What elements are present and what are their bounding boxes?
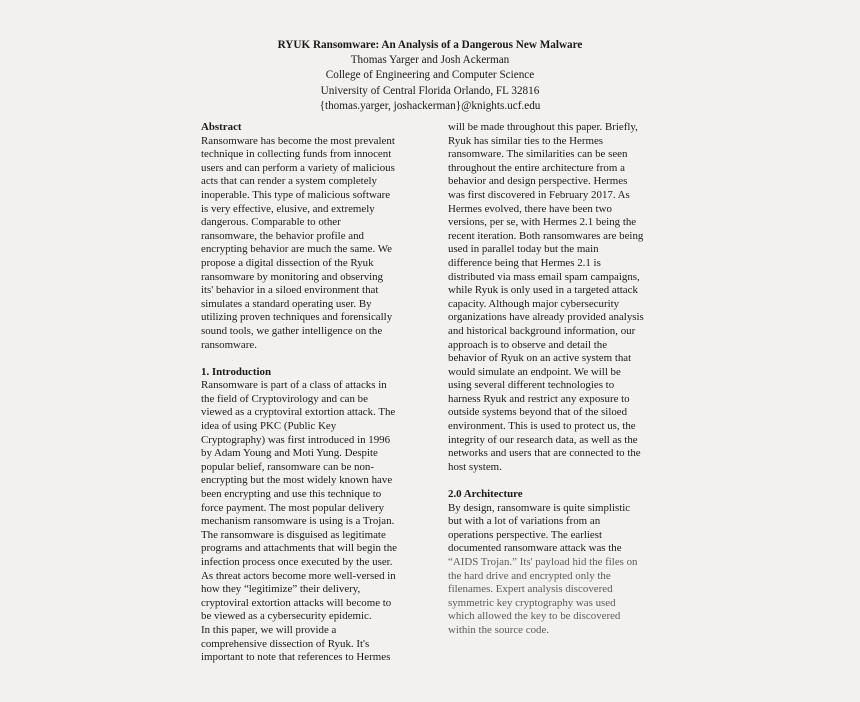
text-line: but with a lot of variations from an — [448, 515, 601, 528]
section-heading: Abstract — [201, 121, 242, 133]
text-line: integrity of our research data, as well as the — [448, 433, 638, 446]
text-line: users and can perform a variety of malicious — [201, 161, 395, 174]
text-line: been encrypting and use this technique to — [201, 488, 382, 501]
text-line: which allowed the key to be discovered — [448, 610, 621, 623]
text-line: the hard drive and encrypted only the — [448, 569, 611, 582]
section-heading: 2.0 Architecture — [448, 488, 523, 501]
text-line: distributed via mass email spam campaigns, — [448, 270, 640, 283]
text-line: difference being that Hermes 2.1 is — [448, 256, 601, 269]
text-line: inoperable. This type of malicious software — [201, 188, 391, 201]
text-line: behavior of Ryuk on an active system that — [448, 352, 632, 365]
text-line: capacity. Although major cybersecurity — [448, 297, 620, 310]
text-line: By design, ransomware is quite simplistic — [448, 501, 631, 514]
paragraph-gap — [448, 474, 663, 488]
text-line: by Adam Young and Moti Yung. Despite — [201, 447, 378, 460]
text-line: “AIDS Trojan.” Its' payload hid the files on — [448, 556, 638, 568]
text-line: Ryuk has similar ties to the Hermes — [448, 134, 604, 147]
paragraph-gap — [201, 352, 416, 366]
text-line: acts that can render a system completely — [201, 175, 377, 188]
text-line: environment. This is used to protect us, the — [448, 420, 636, 433]
text-line: ransomware, the behavior profile and — [201, 229, 364, 242]
text-line: technique in collecting funds from innocent — [201, 148, 392, 161]
text-line: comprehensive dissection of Ryuk. It's — [201, 637, 370, 650]
text-line: Cryptography) was first introduced in 1996 — [201, 433, 391, 446]
text-line: important to note that references to Hermes — [201, 651, 391, 664]
text-line: simulates a standard operating user. By — [201, 297, 372, 310]
text-line: will be made throughout this paper. Briefly, — [448, 121, 638, 133]
text-line: propose a digital dissection of the Ryuk — [201, 256, 374, 269]
text-line: force payment. The most popular delivery — [201, 501, 385, 514]
paper-title: RYUK Ransomware: An Analysis of a Dangerous New Malware — [277, 39, 583, 51]
text-line: using several different technologies to — [448, 379, 615, 392]
text-line: ransomware. The similarities can be seen — [448, 148, 628, 161]
text-line: Ransomware is part of a class of attacks in — [201, 379, 387, 392]
text-line: harness Ryuk and restrict any exposure to — [448, 392, 630, 405]
text-line: symmetric key cryptography was used — [448, 596, 616, 609]
text-line: outside systems beyond that of the siloed — [448, 406, 628, 419]
section-heading: 1. Introduction — [201, 365, 271, 378]
text-line: filenames. Expert analysis discovered — [448, 583, 613, 596]
text-line: the field of Cryptovirology and can be — [201, 392, 368, 405]
text-line: viewed as a cryptoviral extortion attack. The — [201, 406, 396, 419]
text-line: documented ransomware attack was the — [448, 542, 622, 555]
text-line: would simulate an endpoint. We will be — [448, 365, 621, 378]
text-line: is very effective, elusive, and extremely — [201, 202, 375, 215]
text-line: versions, per se, with Hermes 2.1 being the — [448, 216, 637, 229]
text-line: used in parallel today but the main — [448, 243, 599, 256]
text-line: In this paper, we will provide a — [201, 623, 337, 636]
paper-authors: Thomas Yarger and Josh Ackerman — [350, 54, 510, 67]
paper-affiliation: College of Engineering and Computer Science — [325, 69, 535, 82]
right-text-column — [448, 121, 663, 638]
text-line: organizations have already provided analysis — [448, 311, 644, 324]
text-line: and historical background information, our — [448, 324, 636, 337]
text-line: Ransomware has become the most prevalent — [201, 134, 395, 147]
text-line: behavior and design perspective. Hermes — [448, 175, 628, 188]
text-line: its' behavior in a siloed environment that — [201, 284, 379, 297]
text-line: how they “legitimize” their delivery, — [201, 583, 361, 596]
text-line: within the source code. — [448, 623, 550, 636]
text-line: ransomware by monitoring and observing — [201, 270, 384, 283]
paper-emails: {thomas.yarger, joshackerman}@knights.ucf.edu — [319, 99, 541, 112]
text-line: operations perspective. The earliest — [448, 528, 603, 541]
text-line: utilizing proven techniques and forensically — [201, 311, 393, 324]
text-line: approach is to observe and detail the — [448, 338, 608, 351]
text-line: dangerous. Comparable to other — [201, 216, 341, 229]
text-line: encrypting but the most widely known have — [201, 474, 393, 487]
text-line: idea of using PKC (Public Key — [201, 420, 337, 433]
text-line: was first discovered in February 2017. As — [448, 188, 630, 201]
text-line: As threat actors become more well-versed in — [201, 569, 396, 582]
text-line: networks and users that are connected to the — [448, 447, 641, 460]
text-line: popular belief, ransomware can be non- — [201, 460, 374, 473]
paper-header — [0, 38, 860, 114]
paper-university: University of Central Florida Orlando, FL 32816 — [320, 84, 540, 97]
text-line: mechanism ransomware is using is a Trojan. — [201, 515, 395, 528]
text-line: cryptoviral extortion attacks will become to — [201, 596, 392, 609]
text-line: infection process once executed by the user. — [201, 556, 393, 568]
text-line: Hermes evolved, there have been two — [448, 202, 612, 215]
text-line: ransomware. — [201, 338, 257, 351]
text-line: while Ryuk is only used in a targeted attack — [448, 284, 638, 297]
text-line: host system. — [448, 460, 502, 473]
text-line: recent iteration. Both ransomwares are being — [448, 229, 644, 242]
text-line: encrypting behavior are much the same. We — [201, 243, 392, 256]
text-line: sound tools, we gather intelligence on the — [201, 324, 383, 337]
left-text-column — [201, 121, 416, 665]
text-line: The ransomware is disguised as legitimate — [201, 528, 386, 541]
text-line: be viewed as a cybersecurity epidemic. — [201, 610, 372, 623]
text-line: throughout the entire architecture from a — [448, 161, 625, 174]
text-line: programs and attachments that will begin the — [201, 542, 397, 555]
